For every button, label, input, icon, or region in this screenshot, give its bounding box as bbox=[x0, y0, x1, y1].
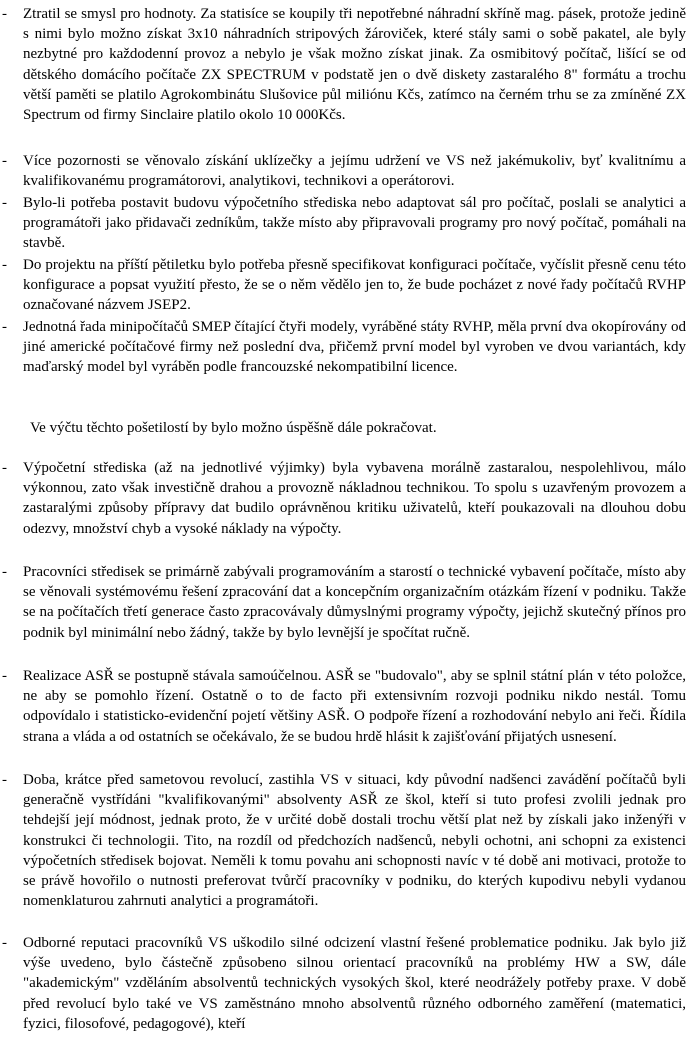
bullet-dash: - bbox=[2, 319, 7, 335]
bullet-dash: - bbox=[2, 564, 7, 580]
list-item bbox=[2, 458, 686, 539]
list-item bbox=[2, 933, 686, 1034]
bullet-dash: - bbox=[2, 257, 7, 273]
bullet-dash: - bbox=[2, 668, 7, 684]
bullet-dash: - bbox=[2, 6, 7, 22]
list-item bbox=[2, 666, 686, 747]
bullet-dash: - bbox=[2, 153, 7, 169]
bullet-dash: - bbox=[2, 460, 7, 476]
list-item bbox=[2, 317, 686, 378]
bullet-dash: - bbox=[2, 935, 7, 951]
list-item bbox=[2, 193, 686, 254]
item-text: Odborné reputaci pracovníků VS uškodilo silné odcizení vlastní řešené problematice podniku. Jak bylo již výše uvedeno, bylo částečně způsobeno silnou orientací pracovníků na problémy HW a SW, dále "akademickým" vzděláním absolventů technických vysokých škol, které neodrážely potřeby praxe. V době před revolucí bylo také ve VS zaměstnáno mnoho absolventů různého odborného zaměření (matematici, fyzici, filosofové, pedagogové), kteří bbox=[23, 935, 686, 1032]
item-text: Více pozornosti se věnovalo získání uklízečky a jejímu udržení ve VS než jakémukoliv, byť kvalitnímu a kvalifikovanému programátorovi, analytikovi, technikovi a operátorovi. bbox=[23, 153, 686, 190]
list-item bbox=[2, 4, 686, 125]
list-item bbox=[2, 255, 686, 316]
list-item bbox=[2, 151, 686, 191]
item-text: Bylo-li potřeba postavit budovu výpočetního střediska nebo adaptovat sál pro počítač, poslali se analytici a programátoři jako přidavači zedníkům, takže místo aby připravovali programy pro nový počítač, pomáhali na stavbě. bbox=[23, 195, 686, 252]
item-text: Jednotná řada minipočítačů SMEP čítající čtyři modely, vyráběné státy RVHP, měla první dva okopírovány od jiné americké počítačové firmy než poslední dva, přičemž první model byl vyroben ve dvou variantách, kdy maďarský model byl vyráběn podle francouzské nekompatibilní licence. bbox=[23, 319, 686, 376]
bullet-dash: - bbox=[2, 772, 7, 788]
item-text: Výpočetní střediska (až na jednotlivé výjimky) byla vybavena morálně zastaralou, nespolehlivou, málo výkonnou, zato však investičně drahou a provozně nákladnou technikou. To spolu s uzavřeným provozem a zastaralými způsoby přípravy dat budilo oprávněnou kritiku uživatelů, kteří poukazovali na dlouhou dobu odezvy, množství chyb a vysoké náklady na výpočty. bbox=[23, 460, 686, 537]
list-item bbox=[2, 770, 686, 911]
item-text: Ztratil se smysl pro hodnoty. Za statisíce se koupily tři nepotřebné náhradní skříně mag. pásek, protože jedině s nimi bylo možno získat 3x10 náhradních stripových žároviček, které stály sami o sobě pakatel, ale byly nezbytné pro každodenní provoz a nebylo je však možno získat jinak. Za osmibitový počítač, lišící se od dětského domácího počítače ZX SPECTRUM v podstatě jen o dvě diskety zastaralého 8" formátu a trochu větší paměti se platilo Agrokombinátu Slušovice půl miliónu Kčs, zatímco na černém trhu se za zmíněné ZX Spectrum od firmy Sinclaire platilo okolo 10 000Kčs. bbox=[23, 6, 686, 124]
bullet-dash: - bbox=[2, 195, 7, 211]
middle-paragraph: Ve výčtu těchto pošetilostí by bylo možno úspěšně dále pokračovat. bbox=[30, 420, 437, 436]
list-item bbox=[2, 562, 686, 643]
item-text: Realizace ASŘ se postupně stávala samoúčelnou. ASŘ se "budovalo", aby se splnil státní plán v této položce, ne aby se pomohlo řízení. Ostatně o to de facto při extensivním rozvoji podniku nikdo nestál. Tomu odpovídalo i statisticko-evidenční pojetí většiny ASŘ. O podpoře řízení a rozhodování nebylo ani řeči. Řídila strana a vláda a od ostatních se očekávalo, že se budou hrdě hlásit k zajišťování přijatých usnesení. bbox=[23, 668, 686, 745]
item-text: Doba, krátce před sametovou revolucí, zastihla VS v situaci, kdy původní nadšenci zavádění počítačů byli generačně vystřídáni "kvalifikovanými" absolventy ASŘ ze škol, kteří si tuto profesi zvolili jednak pro tehdejší její módnost, jednak proto, že v určité době dostali trochu větší plat než by získali jako inženýři v konstrukci či technologii. Tito, na rozdíl od předchozích nadšenců, nebyli ochotni, ani schopni za existenci výpočetních středisek bojovat. Neměli k tomu povahu ani schopnosti navíc v té době ani motivaci, protože to se právě hovořilo o nutnosti preferovat tvůrčí pracovníky v podniku, do kterých kupodivu nebyli vydanou nomenklaturou zahrnuti analytici a programátoři. bbox=[23, 772, 686, 910]
item-text: Do projektu na příští pětiletku bylo potřeba přesně specifikovat konfiguraci počítače, vyčíslit přesně cenu této konfigurace a popsat využití přesto, že se o něm vědělo jen to, že bude pocházet z nové řady počítačů RVHP označované názvem JSEP2. bbox=[23, 257, 686, 314]
item-text: Pracovníci středisek se primárně zabývali programováním a starostí o technické vybavení počítače, místo aby se věnovali systémovému řešení zpracování dat a koncepčním organizačním otázkám řízení v podniku. Takže se na počítačích třetí generace často zpracovávaly důmyslnými programy výpočty, jejichž skutečný přínos pro podnik byl minimální nebo žádný, takže by bylo levnější je spočítat ručně. bbox=[23, 564, 686, 641]
